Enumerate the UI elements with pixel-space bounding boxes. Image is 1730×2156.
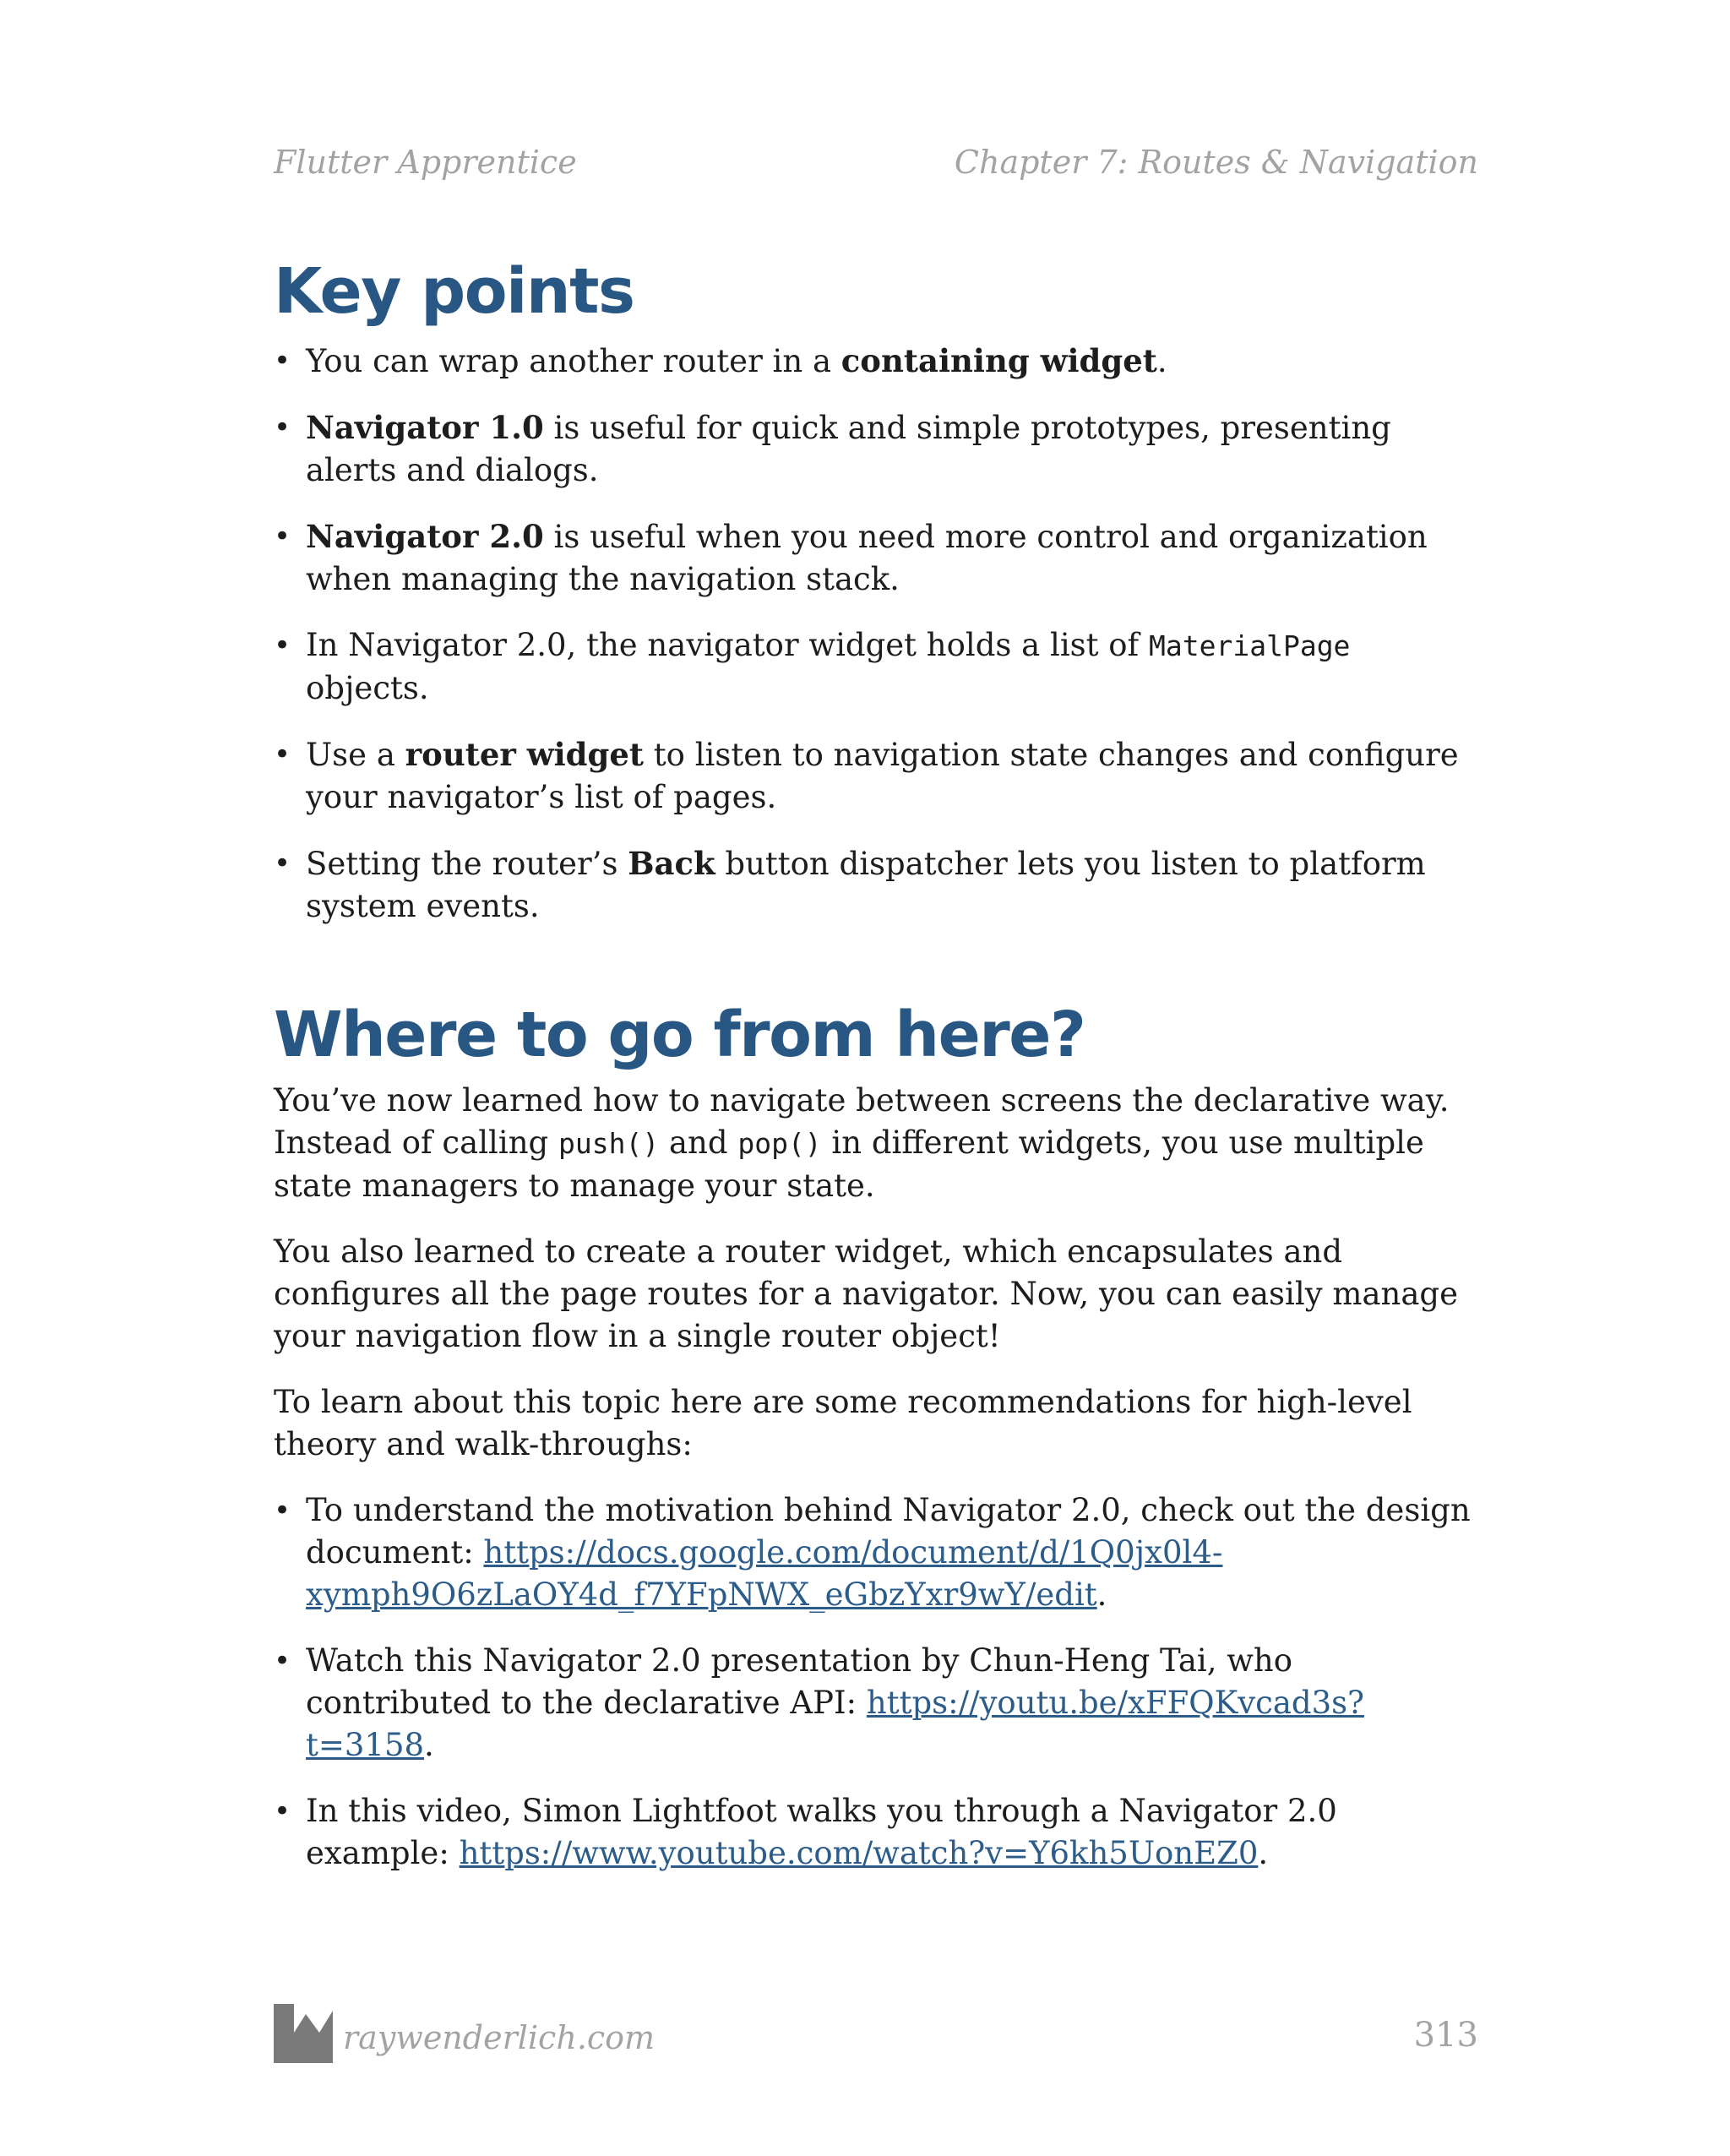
key-points-list bbox=[274, 340, 1478, 928]
list-item: • Use a router widget to listen to navigation state changes and configure your navigator’s list of pages. bbox=[274, 733, 1478, 819]
paragraph-recommendations: To learn about this topic here are some recommendations for high-level theory and walk-throughs: bbox=[274, 1384, 1412, 1462]
inline-code: pop() bbox=[737, 1127, 822, 1160]
resources-list bbox=[274, 1489, 1478, 1875]
list-item: • Watch this Navigator 2.0 presentation by Chun-Heng Tai, who contributed to the declarative API: https://youtu.be/xFFQKvcad3s?t=3158. bbox=[274, 1640, 1478, 1767]
page-content bbox=[274, 253, 1478, 1875]
running-header bbox=[274, 144, 1478, 186]
list-item: • In this video, Simon Lightfoot walks you through a Navigator 2.0 example: https://www.youtube.com/watch?v=Y6kh5UonEZ0. bbox=[274, 1790, 1478, 1875]
video-link[interactable]: https://www.youtube.com/watch?v=Y6kh5UonEZ0 bbox=[459, 1835, 1259, 1871]
key-points-heading: Key points bbox=[274, 255, 634, 328]
list-item: • In Navigator 2.0, the navigator widget holds a list of MaterialPage objects. bbox=[274, 624, 1478, 710]
list-item: • Navigator 2.0 is useful when you need more control and organization when managing the navigation stack. bbox=[274, 515, 1478, 601]
list-item: • Navigator 1.0 is useful for quick and simple prototypes, presenting alerts and dialogs. bbox=[274, 406, 1478, 492]
paragraph-intro: You’ve now learned how to navigate between screens the declarative way. Instead of calling push() and pop() in different widgets, you use multiple state managers to manage your state. bbox=[274, 1082, 1450, 1204]
footer-site: raywenderlich.com bbox=[343, 2019, 656, 2056]
where-to-go-heading: Where to go from here? bbox=[274, 999, 1085, 1071]
chapter-title: Chapter 7: Routes & Navigation bbox=[954, 144, 1478, 181]
list-item: • Setting the router’s Back button dispatcher lets you listen to platform system events. bbox=[274, 842, 1478, 928]
inline-code: push() bbox=[558, 1127, 660, 1160]
design-doc-link[interactable]: https://docs.google.com/document/d/1Q0jx0l4-xymph9O6zLaOY4d_f7YFpNWX_eGbzYxr9wY/edit bbox=[306, 1534, 1223, 1613]
paragraph-router: You also learned to create a router widget, which encapsulates and configures all the page routes for a navigator. Now, you can easily manage your navigation flow in a single router object! bbox=[274, 1233, 1458, 1354]
presentation-link[interactable]: https://youtu.be/xFFQKvcad3s?t=3158 bbox=[306, 1685, 1364, 1763]
list-item: • To understand the motivation behind Navigator 2.0, check out the design document: https://docs.google.com/document/d/1Q0jx0l4-xymph9O6zLaOY4d_f7YFpNWX_eGbzYxr9wY/edit. bbox=[274, 1489, 1478, 1616]
inline-code: MaterialPage bbox=[1149, 629, 1351, 662]
book-title: Flutter Apprentice bbox=[274, 144, 577, 181]
page-number: 313 bbox=[1413, 2016, 1478, 2055]
list-item: • You can wrap another router in a containing widget. bbox=[274, 340, 1478, 383]
raywenderlich-logo-icon bbox=[274, 2004, 333, 2063]
